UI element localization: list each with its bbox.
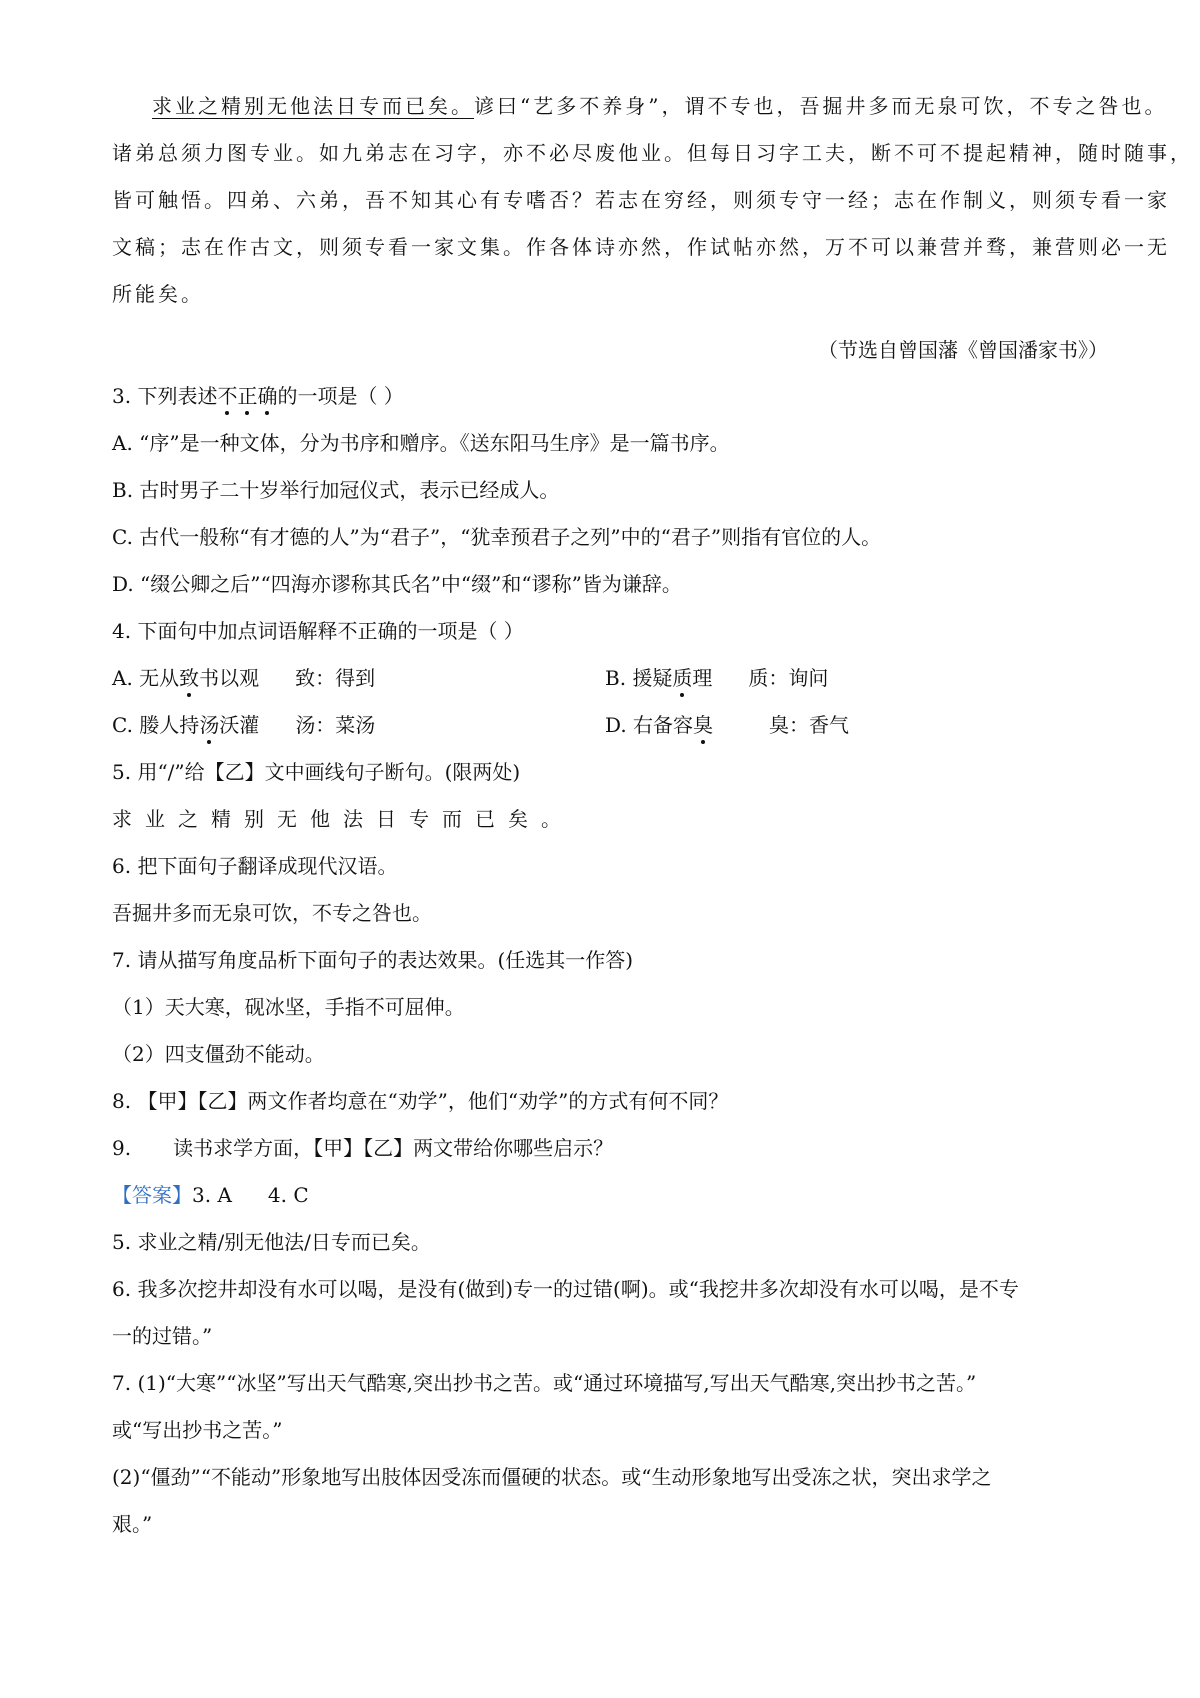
option-text: A. 无从 (112, 666, 180, 690)
answer-7-line-2: 或“写出抄书之苦。” (112, 1418, 283, 1442)
answer-3: 3. A (192, 1183, 232, 1207)
option-gloss: 臭：香气 (769, 713, 850, 737)
question-4-option-b (605, 664, 828, 692)
question-7-sentence-1: （1）天大寒，砚冰坚，手指不可屈伸。 (112, 995, 465, 1019)
answer-7-line-1: 7. (1)“大寒”“冰坚”写出天气酷寒,突出抄书之苦。或“通过环境描写,写出天气酷寒,突出抄书之苦。” (112, 1371, 977, 1395)
passage-line-1 (152, 92, 1167, 120)
answer-5: 5. 求业之精/别无他法/日专而已矣。 (112, 1230, 431, 1254)
question-3-stem-post: 的一项是（ ） (277, 384, 404, 408)
question-9-stem: 读书求学方面，【甲】【乙】两文带给你哪些启示？ (173, 1136, 614, 1160)
option-text: 书以观 (199, 666, 260, 690)
question-7-sentence-2: （2）四支僵劲不能动。 (112, 1042, 325, 1066)
option-gloss: 汤：菜汤 (295, 713, 376, 737)
passage-line-2: 诸弟总须力图专业。如九弟志在习字，亦不必尽废他业。但每日习字工夫，断不可不提起精神，随时随事， (112, 141, 1193, 165)
emphasis-char: 汤 (199, 713, 220, 737)
answer-7-line-3: (2)“僵劲”“不能动”形象地写出肢体因受冻而僵硬的状态。或“生动形象地写出受冻之状，突出求学之 (112, 1465, 992, 1489)
answer-6-line-1: 6. 我多次挖井却没有水可以喝，是没有(做到)专一的过错(啊)。或“我挖井多次却没有水可以喝，是不专 (112, 1277, 1019, 1301)
question-6-sentence: 吾掘井多而无泉可饮，不专之咎也。 (112, 901, 432, 925)
question-5-sentence: 求业之精别无他法日专而已矣。 (112, 807, 574, 831)
answer-4: 4. C (267, 1183, 309, 1207)
emphasis-char: 质 (672, 666, 693, 690)
question-3-stem-pre: 3. 下列表述 (112, 384, 218, 408)
question-4-option-c (112, 711, 375, 739)
option-text: B. 援疑 (605, 666, 673, 690)
passage-line-5: 所能矣。 (112, 282, 204, 306)
question-8-stem: 8. 【甲】【乙】两文作者均意在“劝学”，他们“劝学”的方式有何不同？ (112, 1089, 729, 1113)
emphasis-char: 臭 (693, 713, 714, 737)
option-gloss: 致：得到 (295, 666, 376, 690)
option-text: D. 右备容 (605, 713, 694, 737)
question-3-option-b: B. 古时男子二十岁举行加冠仪式，表示已经成人。 (112, 478, 560, 502)
question-3-option-a: A. “序”是一种文体，分为书序和赠序。《送东阳马生序》是一篇书序。 (112, 431, 730, 455)
option-text: 理 (692, 666, 713, 690)
passage-line-4: 文稿；志在作古文，则须专看一家文集。作各体诗亦然，作试帖亦然，万不可以兼营并骛，兼营则必一无 (112, 235, 1170, 259)
passage-line-1-rest: 谚曰“艺多不养身”，谓不专也，吾掘井多而无泉可饮，不专之咎也。 (474, 94, 1168, 118)
emphasis-char: 致 (179, 666, 200, 690)
answer-7-line-4: 艰。” (112, 1512, 153, 1536)
question-7-stem: 7. 请从描写角度品析下面句子的表达效果。(任选其一作答) (112, 948, 634, 972)
question-4-stem: 4. 下面句中加点词语解释不正确的一项是（ ） (112, 619, 524, 643)
answer-tag: 【答案】 (112, 1183, 192, 1207)
question-3-option-c: C. 古代一般称“有才德的人”为“君子”，“犹幸预君子之列”中的“君子”则指有官位的人。 (112, 525, 882, 549)
question-4-option-d (605, 711, 849, 739)
emphasis-char: 正 (237, 384, 258, 408)
option-text: C. 媵人持 (112, 713, 200, 737)
question-3-option-d: D. “缀公卿之后”“四海亦谬称其氏名”中“缀”和“谬称”皆为谦辞。 (112, 572, 682, 596)
question-4-option-a (112, 664, 375, 692)
emphasis-char: 不 (217, 384, 238, 408)
answer-6-line-2: 一的过错。” (112, 1324, 213, 1348)
emphasis-char: 确 (257, 384, 278, 408)
question-3-stem (112, 382, 404, 410)
question-5-stem: 5. 用“/”给【乙】文中画线句子断句。(限两处) (112, 760, 521, 784)
option-text: 沃灌 (219, 713, 260, 737)
question-9-number: 9. (112, 1136, 132, 1160)
question-6-stem: 6. 把下面句子翻译成现代汉语。 (112, 854, 398, 878)
answer-line-1 (112, 1181, 309, 1209)
option-gloss: 质：询问 (748, 666, 829, 690)
passage-underlined-sentence: 求业之精别无他法日专而已矣。 (152, 94, 474, 118)
question-9 (112, 1134, 613, 1162)
passage-source: （节选自曾国藩《曾国潘家书》） (818, 338, 1108, 362)
passage-line-3: 皆可触悟。四弟、六弟，吾不知其心有专嗜否？若志在穷经，则须专守一经；志在作制义，则须专看一家 (112, 188, 1170, 212)
